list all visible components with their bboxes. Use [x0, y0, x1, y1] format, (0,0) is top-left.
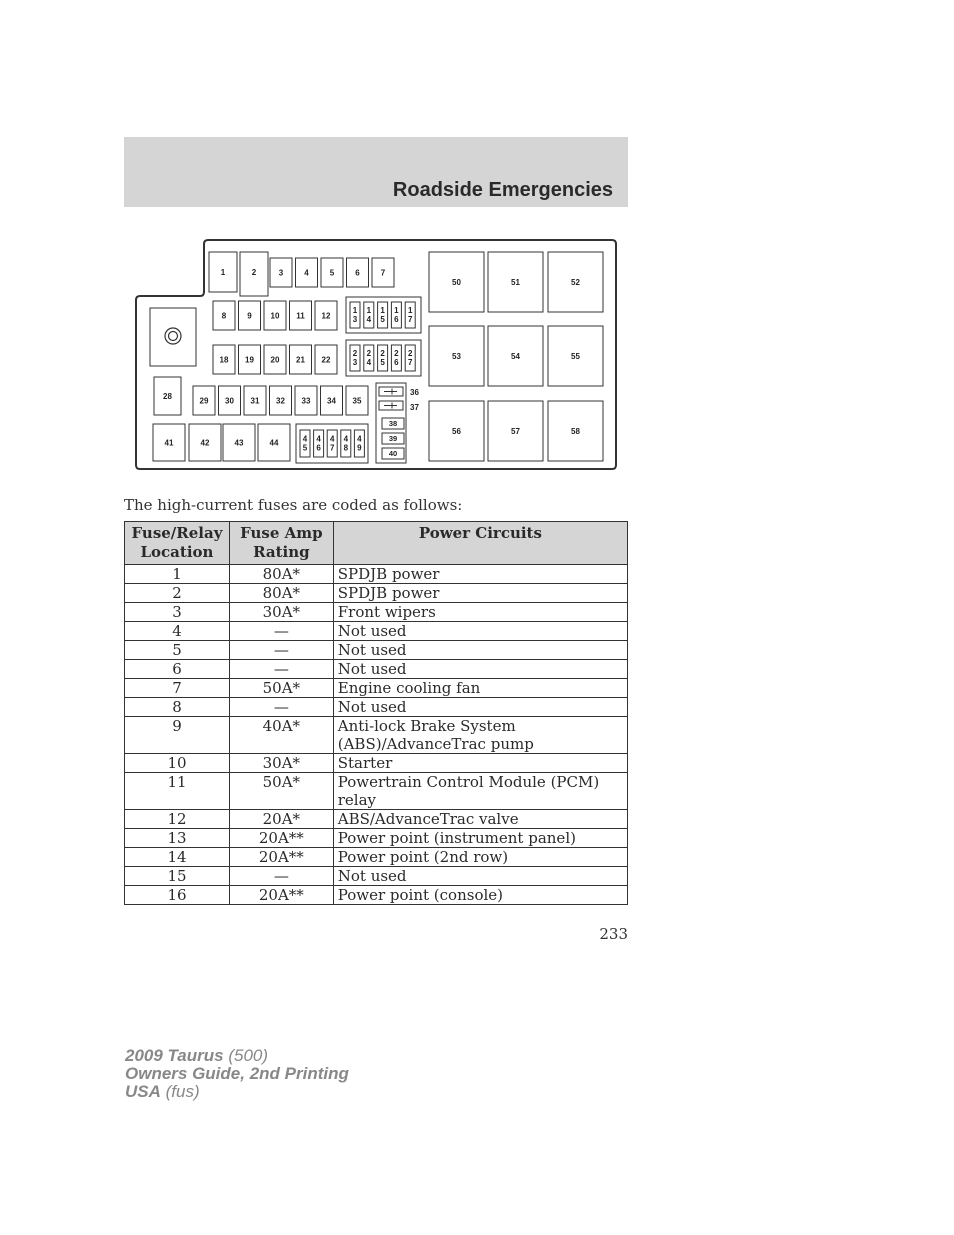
header-location: Fuse/Relay Location [125, 522, 230, 565]
fuse-label-16: 1 6 [394, 306, 399, 324]
cell-location: 2 [125, 584, 230, 603]
fuse-label-29: 29 [199, 396, 209, 406]
fuse-label-27: 2 7 [407, 349, 413, 367]
cell-circuit: Not used [333, 660, 627, 679]
fuse-label-32: 32 [276, 396, 285, 406]
fuse-label-56: 56 [452, 427, 461, 436]
cell-rating: — [229, 641, 333, 660]
cell-location: 11 [125, 773, 230, 810]
fuse-table-header-row [125, 522, 628, 565]
cell-circuit: SPDJB power [333, 584, 627, 603]
fuse-label-19: 19 [245, 355, 254, 365]
footer-line-1 [125, 1047, 349, 1065]
cell-circuit: SPDJB power [333, 565, 627, 584]
table-row [125, 698, 628, 717]
table-row [125, 754, 628, 773]
diode-icon [384, 389, 397, 395]
fuse-label-22: 22 [321, 355, 331, 365]
fuse-label-47: 4 7 [329, 434, 335, 453]
cell-rating: — [229, 698, 333, 717]
table-row [125, 829, 628, 848]
fuse-label-10: 10 [270, 311, 280, 321]
header-rating: Fuse Amp Rating [229, 522, 333, 565]
fuse-label-12: 12 [321, 311, 331, 321]
cell-circuit: Power point (instrument panel) [333, 829, 627, 848]
table-row [125, 603, 628, 622]
fuse-label-5: 5 [329, 268, 335, 278]
fuse-label-40: 40 [388, 449, 398, 458]
fuse-box-diagram [134, 238, 618, 472]
fuse-table [124, 521, 628, 905]
table-row [125, 773, 628, 810]
fuse-label-43: 43 [234, 438, 244, 448]
fuse-label-23: 2 3 [352, 349, 358, 367]
cell-rating: — [229, 867, 333, 886]
fuse-label-54: 54 [511, 352, 520, 361]
table-row [125, 565, 628, 584]
fuse-label-17: 1 7 [407, 306, 413, 324]
fuse-label-33: 33 [301, 396, 311, 406]
table-row [125, 867, 628, 886]
cell-location: 13 [125, 829, 230, 848]
cell-circuit: Not used [333, 867, 627, 886]
cell-circuit: Front wipers [333, 603, 627, 622]
cell-location: 5 [125, 641, 230, 660]
fuse-label-51: 51 [511, 278, 520, 287]
footer [125, 1047, 349, 1101]
fuse-label-44: 44 [269, 438, 279, 448]
cell-rating: 80A* [229, 565, 333, 584]
cell-location: 10 [125, 754, 230, 773]
cell-location: 7 [125, 679, 230, 698]
cell-rating: 30A* [229, 754, 333, 773]
fuse-label-36: 36 [410, 388, 419, 397]
mounting-bolt-inner [169, 332, 178, 341]
cell-location: 6 [125, 660, 230, 679]
fuse-label-46: 4 6 [316, 434, 321, 453]
cell-rating: 80A* [229, 584, 333, 603]
mounting-bolt-icon [165, 328, 181, 344]
fuse-label-55: 55 [571, 352, 580, 361]
footer-model-code: (500) [228, 1046, 269, 1065]
fuse-label-30: 30 [225, 396, 234, 406]
fuse-label-35: 35 [352, 396, 362, 406]
fuse-label-34: 34 [327, 396, 336, 406]
fuse-label-24: 2 4 [366, 349, 372, 367]
cell-location: 3 [125, 603, 230, 622]
fuse-label-37: 37 [410, 403, 419, 412]
fuse-label-45: 4 5 [302, 434, 308, 453]
cell-rating: 50A* [229, 679, 333, 698]
footer-market: USA [125, 1082, 161, 1101]
fuse-label-15: 1 5 [380, 306, 385, 324]
section-banner [124, 137, 628, 207]
fuse-label-50: 50 [452, 278, 461, 287]
cell-circuit: Power point (console) [333, 886, 627, 905]
cell-rating: 20A** [229, 829, 333, 848]
cell-location: 12 [125, 810, 230, 829]
cell-location: 15 [125, 867, 230, 886]
fuse-box-svg [134, 238, 618, 472]
fuse-label-9: 9 [247, 311, 252, 321]
footer-line-3 [125, 1083, 349, 1101]
fuse-label-52: 52 [571, 278, 580, 287]
cell-location: 16 [125, 886, 230, 905]
table-row [125, 886, 628, 905]
table-row [125, 584, 628, 603]
intro-text: The high-current fuses are coded as follows: [124, 496, 463, 514]
fuse-label-26: 2 6 [394, 349, 399, 367]
cell-location: 4 [125, 622, 230, 641]
fuse-label-58: 58 [571, 427, 580, 436]
cell-circuit: ABS/AdvanceTrac valve [333, 810, 627, 829]
table-row [125, 679, 628, 698]
table-row [125, 641, 628, 660]
cell-rating: 30A* [229, 603, 333, 622]
fuse-label-31: 31 [250, 396, 260, 406]
fuse-label-48: 4 8 [343, 434, 349, 453]
fuse-label-18: 18 [219, 355, 229, 365]
cell-location: 1 [125, 565, 230, 584]
table-row [125, 848, 628, 867]
fuse-label-53: 53 [452, 352, 461, 361]
fuse-label-1: 1 [220, 268, 226, 277]
fuse-label-6: 6 [355, 268, 360, 278]
cell-rating: 20A* [229, 810, 333, 829]
cell-circuit: Anti-lock Brake System (ABS)/AdvanceTrac pump [333, 717, 627, 754]
fuse-label-14: 1 4 [366, 306, 372, 324]
fuse-label-21: 21 [296, 355, 305, 365]
fuse-label-38: 38 [388, 419, 398, 428]
cell-location: 8 [125, 698, 230, 717]
fuse-label-57: 57 [511, 427, 520, 436]
cell-circuit: Not used [333, 698, 627, 717]
cell-location: 14 [125, 848, 230, 867]
fuse-label-39: 39 [388, 434, 398, 443]
cell-rating: 40A* [229, 717, 333, 754]
table-row [125, 660, 628, 679]
page-number: 233 [599, 925, 628, 943]
footer-market-code: (fus) [165, 1082, 200, 1101]
cell-circuit: Engine cooling fan [333, 679, 627, 698]
mounting-block [150, 308, 196, 366]
cell-rating: — [229, 660, 333, 679]
cell-rating: — [229, 622, 333, 641]
cell-circuit: Not used [333, 641, 627, 660]
fuse-label-20: 20 [270, 355, 280, 365]
table-row [125, 810, 628, 829]
table-row [125, 717, 628, 754]
cell-rating: 20A** [229, 848, 333, 867]
fuse-label-13: 1 3 [352, 306, 358, 324]
fuse-label-7: 7 [380, 268, 386, 278]
fuse-label-3: 3 [278, 268, 284, 278]
cell-rating: 20A** [229, 886, 333, 905]
fuse-label-28: 28 [163, 392, 172, 401]
footer-model: 2009 Taurus [125, 1046, 224, 1065]
cell-rating: 50A* [229, 773, 333, 810]
fuse-label-41: 41 [164, 438, 174, 448]
fuse-label-49: 4 9 [357, 434, 362, 453]
diode-icon [384, 403, 397, 409]
cell-circuit: Not used [333, 622, 627, 641]
cell-location: 9 [125, 717, 230, 754]
section-title: Roadside Emergencies [392, 179, 613, 201]
fuse-label-42: 42 [200, 438, 210, 448]
fuse-label-2: 2 [251, 268, 257, 277]
fuse-label-8: 8 [221, 311, 227, 321]
header-circuits: Power Circuits [333, 522, 627, 565]
cell-circuit: Power point (2nd row) [333, 848, 627, 867]
cell-circuit: Powertrain Control Module (PCM) relay [333, 773, 627, 810]
footer-line-2 [125, 1065, 349, 1083]
footer-guide: Owners Guide, 2nd Printing [125, 1064, 349, 1083]
fuse-label-11: 11 [296, 311, 305, 321]
fuse-label-4: 4 [304, 268, 309, 278]
cell-circuit: Starter [333, 754, 627, 773]
fuse-label-25: 2 5 [380, 349, 385, 367]
table-row [125, 622, 628, 641]
